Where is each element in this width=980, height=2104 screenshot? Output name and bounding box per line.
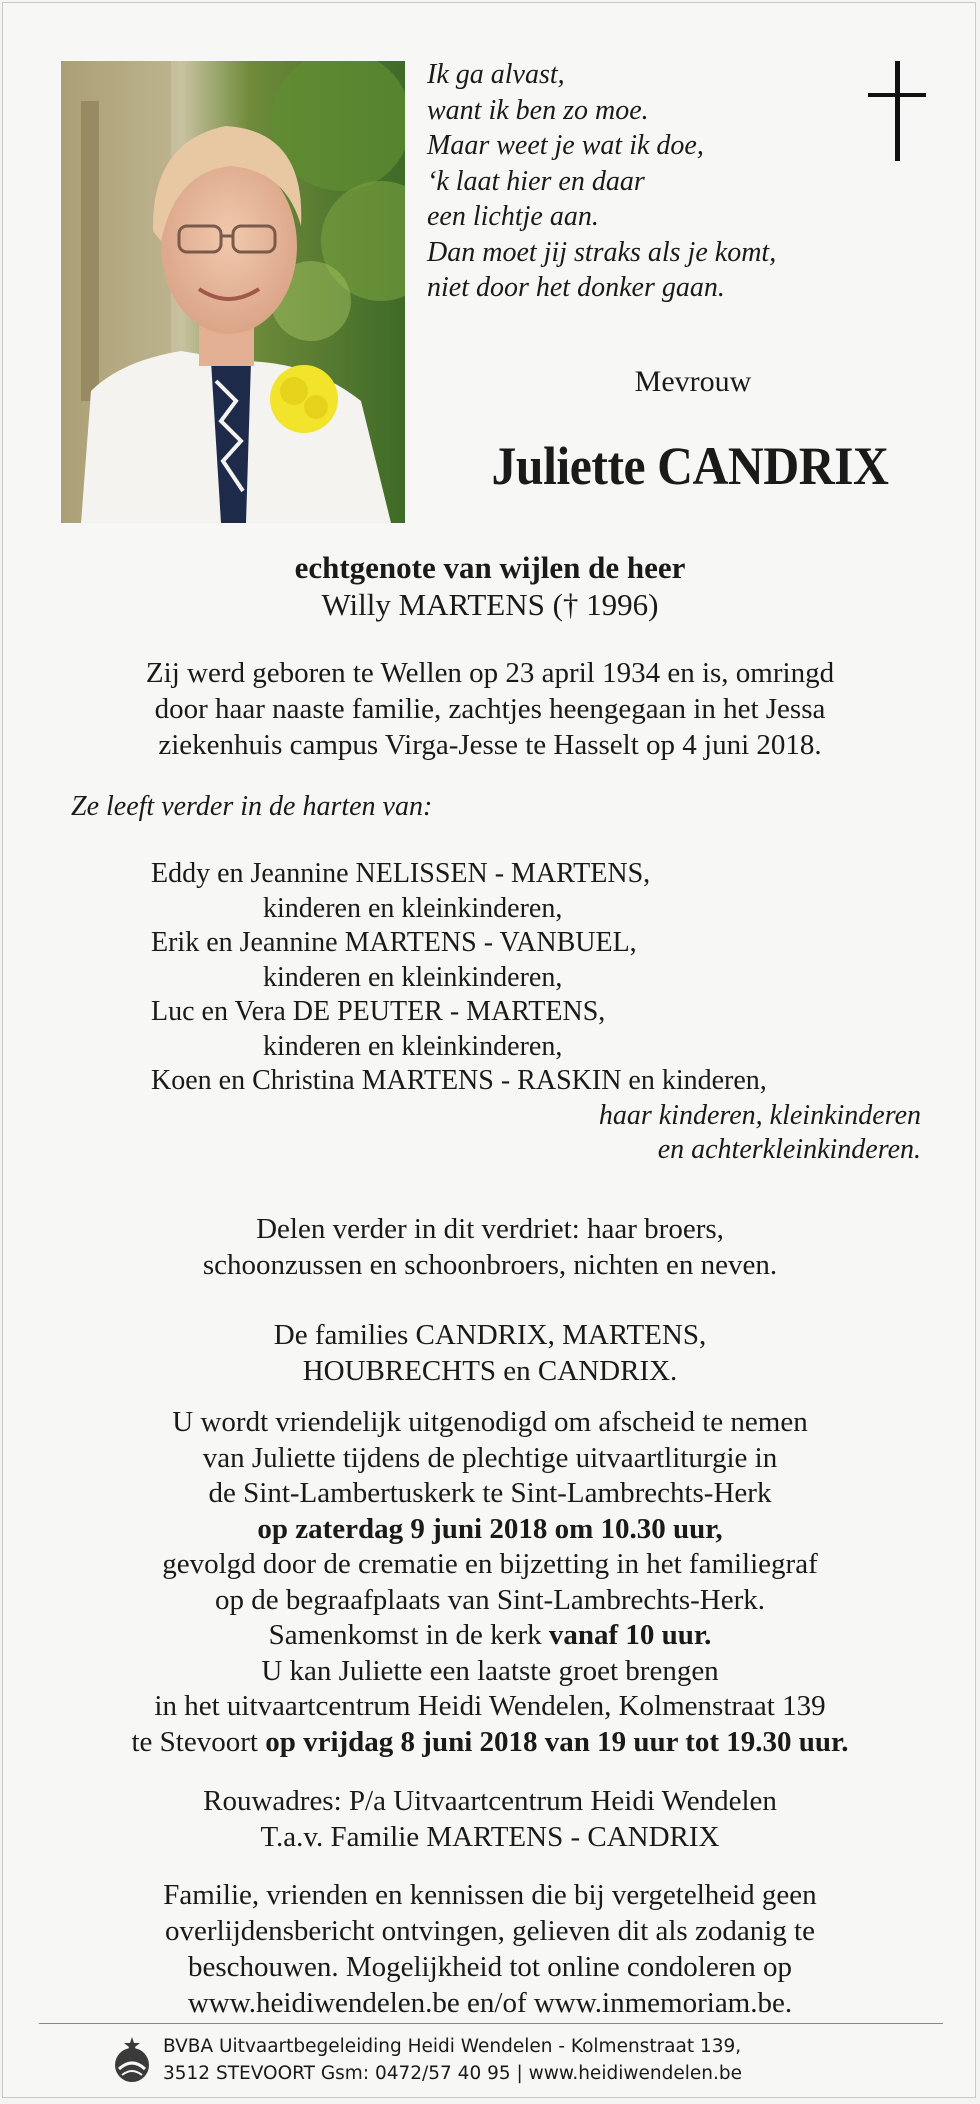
invite-line: in het uitvaartcentrum Heidi Wendelen, Kolmenstraat 139	[154, 1690, 826, 1722]
invite-line: de Sint-Lambertuskerk te Sint-Lambrechts-Herk	[208, 1477, 772, 1509]
relatives-list	[151, 857, 921, 1168]
viewing-line	[3, 1725, 977, 1761]
closing-line: haar kinderen, kleinkinderen	[598, 1099, 921, 1131]
funeral-date	[3, 1512, 977, 1548]
invite-line: op de begraafplaats van Sint-Lambrechts-Herk.	[215, 1583, 765, 1616]
viewing-time: op vrijdag 8 juni 2018 van 19 uur tot 19.30 uur.	[265, 1725, 849, 1758]
portrait-illustration	[61, 61, 405, 523]
notice-line: overlijdensbericht ontvingen, gelieven dit als zodanig te	[165, 1915, 815, 1947]
poem: Ik ga alvast, want ik ben zo moe. Maar weet je wat ik doe, ‘k laat hier en daar een lichtje aan. Dan moet jij straks als je komt, niet door het donker gaan.	[427, 59, 777, 303]
born-line: ziekenhuis campus Virga-Jesse te Hasselt op 4 juni 2018.	[158, 729, 822, 761]
share-line: Delen verder in dit verdriet: haar broers,	[256, 1213, 724, 1245]
relative-entry	[151, 995, 921, 1064]
footer-divider	[39, 2023, 943, 2024]
salutation: Mevrouw	[634, 365, 752, 398]
funeral-home-footer: BVBA Uitvaartbegeleiding Heidi Wendelen - Kolmenstraat 139, 3512 STEVOORT Gsm: 0472/57 40 95 | www.heidiwendelen.be	[163, 2036, 742, 2084]
share-line: schoonzussen en schoonbroers, nichten en neven.	[202, 1249, 778, 1281]
invite-line: gevolgd door de crematie en bijzetting in het familiegraf	[162, 1548, 818, 1580]
spouse-line-1: echtgenote van wijlen de heer	[294, 550, 686, 585]
funeral-home-logo-icon	[113, 2035, 151, 2087]
birth-death-paragraph	[3, 655, 977, 763]
spouse-line-2: Willy MARTENS († 1996)	[321, 587, 659, 622]
deceased-name: Juliette CANDRIX	[491, 436, 889, 496]
spouse-section	[3, 549, 977, 623]
viewing-place: te Stevoort	[131, 1725, 266, 1758]
address-line: Rouwadres: P/a Uitvaartcentrum Heidi Wendelen	[203, 1785, 777, 1817]
invite-line: van Juliette tijdens de plechtige uitvaartliturgie in	[202, 1441, 778, 1474]
share-grief-paragraph	[3, 1211, 977, 1283]
relative-note: kinderen en kleinkinderen,	[263, 892, 563, 924]
obituary-card	[2, 2, 976, 2098]
portrait-photo	[61, 61, 405, 523]
relative-name: Erik en Jeannine MARTENS - VANBUEL,	[151, 927, 637, 958]
relative-note: kinderen en kleinkinderen,	[263, 1030, 563, 1062]
notice-line: Familie, vrienden en kennissen die bij vergetelheid geen	[163, 1879, 817, 1911]
address-line: T.a.v. Familie MARTENS - CANDRIX	[260, 1821, 720, 1853]
mourning-address	[3, 1783, 977, 1855]
notice-paragraph	[3, 1877, 977, 2021]
cross-icon	[868, 61, 926, 161]
relative-entry	[151, 857, 921, 926]
gathering-line	[3, 1618, 977, 1654]
invite-line: U kan Juliette een laatste groet brengen	[261, 1654, 719, 1687]
notice-line: www.heidiwendelen.be en/of www.inmemoriam.be.	[187, 1987, 793, 2019]
born-line: door haar naaste familie, zachtjes heengegaan in het Jessa	[154, 693, 826, 725]
families-line: De families CANDRIX, MARTENS,	[273, 1319, 707, 1351]
invite-line: U wordt vriendelijk uitgenodigd om afscheid te nemen	[172, 1406, 808, 1438]
relative-name: Koen en Christina MARTENS - RASKIN en kinderen,	[151, 1065, 767, 1096]
relative-note: kinderen en kleinkinderen,	[263, 961, 563, 993]
families-paragraph	[3, 1317, 977, 1389]
relative-name: Eddy en Jeannine NELISSEN - MARTENS,	[151, 858, 651, 889]
relative-entry	[151, 1064, 921, 1099]
funeral-date-text: op zaterdag 9 juni 2018 om 10.30 uur,	[257, 1512, 723, 1545]
relative-entry	[151, 926, 921, 995]
lives-on-heading: Ze leeft verder in de harten van:	[71, 791, 433, 822]
closing-line: en achterkleinkinderen.	[657, 1134, 921, 1165]
born-line: Zij werd geboren te Wellen op 23 april 1934 en is, omringd	[145, 657, 835, 689]
relatives-closing	[151, 1099, 921, 1168]
gathering-time: vanaf 10 uur.	[548, 1619, 712, 1651]
relative-name: Luc en Vera DE PEUTER - MARTENS,	[151, 996, 606, 1027]
notice-line: beschouwen. Mogelijkheid tot online condoleren op	[187, 1951, 793, 1983]
families-line: HOUBRECHTS en CANDRIX.	[302, 1355, 678, 1387]
gathering-text: Samenkomst in de kerk	[268, 1619, 549, 1651]
invitation-paragraph	[3, 1405, 977, 1760]
